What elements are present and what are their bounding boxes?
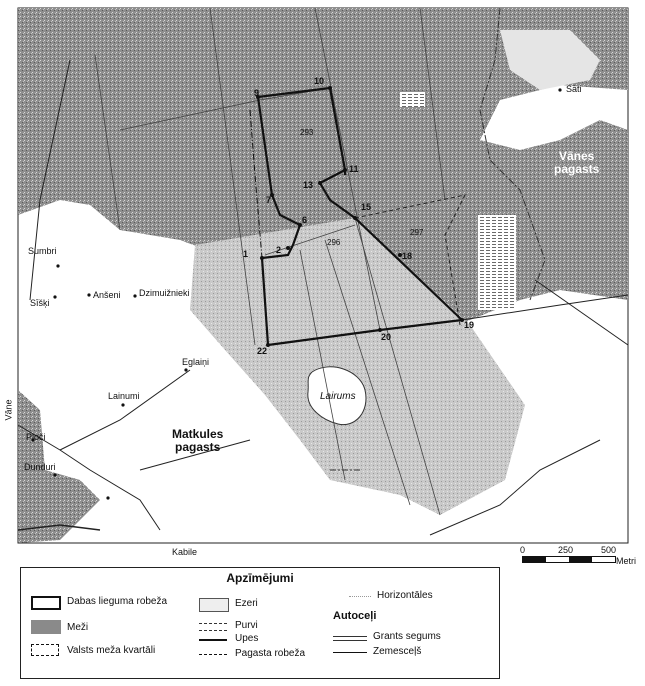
legend-gravel: Grants segums: [373, 631, 441, 642]
scale-0: 0: [520, 545, 526, 555]
quarter-293: 293: [300, 128, 314, 137]
scale-bar: [522, 556, 616, 563]
place-matkules-pagasts: Matkules pagasts: [172, 427, 224, 454]
legend-lakes-swatch: [199, 598, 229, 612]
lake-label: Lairums: [320, 391, 356, 402]
place-sumbri: Sumbri: [28, 246, 57, 256]
legend: [20, 567, 500, 679]
legend-rivers-swatch: [199, 639, 227, 641]
legend-bogs: Purvi: [235, 620, 258, 631]
place-dzimuiznieki: Dzimuižnieki: [139, 288, 190, 298]
scale-unit: Metri: [616, 556, 636, 566]
legend-parish: Pagasta robeža: [235, 648, 306, 659]
legend-contours-swatch: [349, 596, 371, 597]
point-6: 6: [302, 215, 308, 225]
place-siski: Sīšķi: [30, 298, 50, 308]
place-ploci: Ploči: [26, 432, 46, 442]
legend-lakes: Ezeri: [235, 598, 258, 609]
place-vane: Vāne: [3, 399, 14, 421]
legend-dirt: Zemesceļš: [373, 646, 422, 657]
legend-forest: Meži: [67, 622, 89, 633]
point-2: 2: [276, 245, 282, 255]
legend-quarters: Valsts meža kvartāli: [67, 645, 156, 656]
point-7: 7: [266, 195, 272, 205]
legend-dirt-swatch: [333, 652, 367, 653]
point-13: 13: [303, 180, 314, 190]
scale-500: 500: [601, 545, 617, 555]
point-10: 10: [314, 76, 325, 86]
point-1: 1: [243, 249, 249, 259]
bog-area: [478, 215, 516, 310]
place-sati: Sāti: [566, 84, 582, 94]
quarter-297: 297: [410, 228, 424, 237]
point-11: 11: [349, 164, 359, 174]
place-lainumi: Lainumi: [108, 391, 140, 401]
place-eglaini: Eglaiņi: [182, 357, 210, 367]
legend-gravel-swatch: [333, 636, 367, 641]
legend-bogs-swatch: [199, 623, 227, 631]
place-anseni: Anšeni: [93, 290, 121, 300]
legend-boundary-swatch: [31, 596, 61, 610]
legend-parish-swatch: [199, 654, 227, 655]
legend-title: Apzīmējumi: [226, 571, 294, 585]
point-15: 15: [361, 202, 372, 212]
legend-boundary: Dabas lieguma robeža: [67, 596, 168, 607]
point-18: 18: [402, 251, 413, 261]
quarter-296: 296: [327, 238, 341, 247]
legend-quarters-swatch: [31, 644, 59, 656]
point-9: 9: [254, 88, 260, 98]
legend-forest-swatch: [31, 620, 61, 634]
point-19: 19: [464, 320, 475, 330]
legend-contours: Horizontāles: [377, 590, 433, 601]
legend-rivers: Upes: [235, 633, 259, 644]
point-20: 20: [381, 332, 392, 342]
legend-roads-header: Autoceļi: [333, 610, 377, 622]
place-kabile: Kabile: [172, 547, 198, 557]
scale-250: 250: [558, 545, 574, 555]
point-22: 22: [257, 346, 268, 356]
place-dundurs: Dunduri: [24, 462, 56, 472]
place-vanes-pagasts: Vānes pagasts: [554, 149, 600, 176]
